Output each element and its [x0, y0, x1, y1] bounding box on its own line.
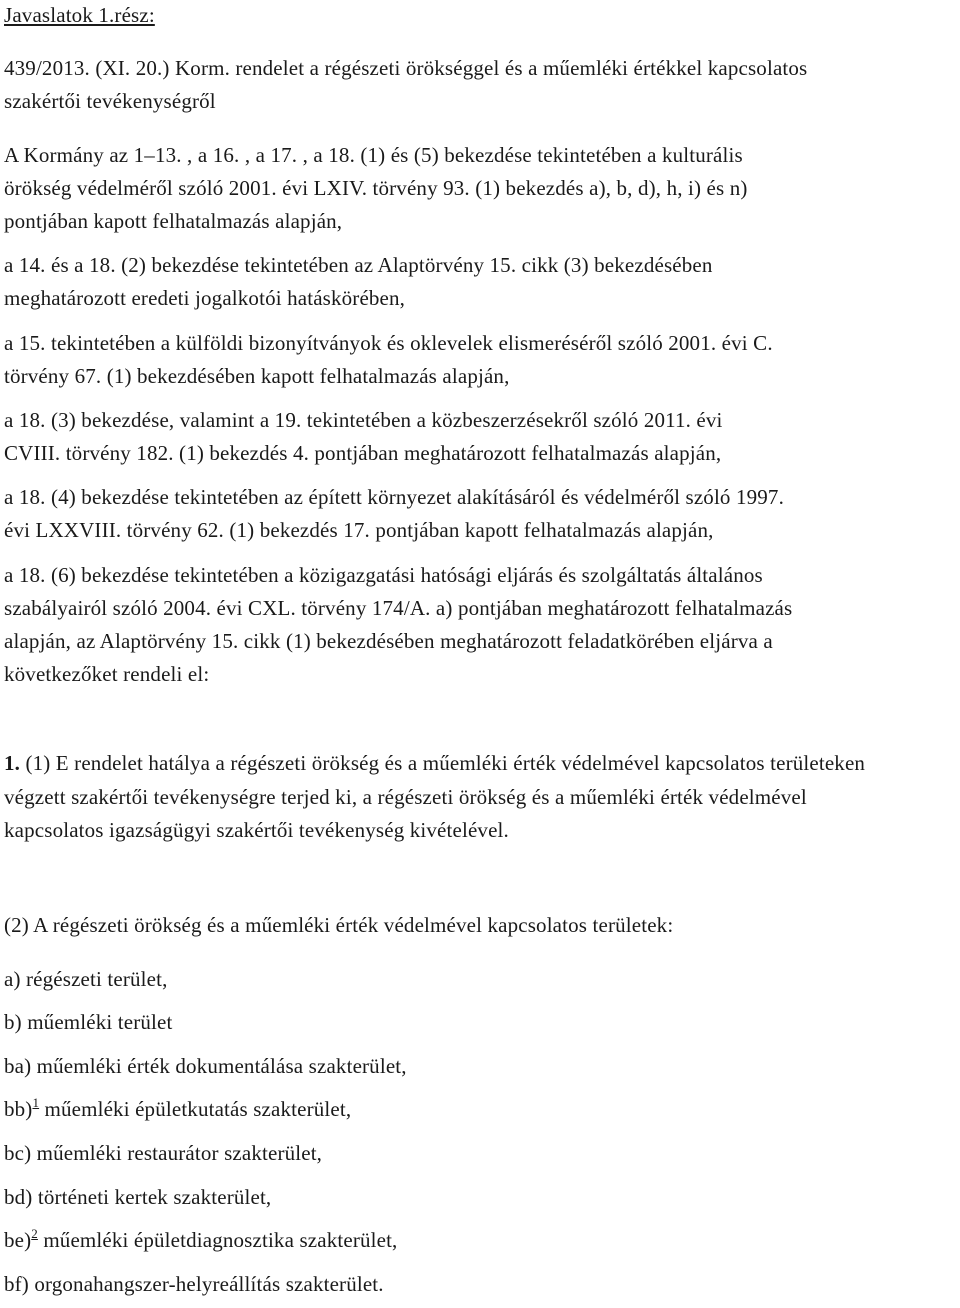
- section-2-heading: (2) A régészeti örökség és a műemléki érték védelmével kapcsolatos területek:: [4, 913, 674, 937]
- list-item-bf: bf) orgonahangszer-helyreállítás szakterület.: [4, 1272, 384, 1296]
- decree-title-line-1: 439/2013. (XI. 20.) Korm. rendelet a régészeti örökséggel és a műemléki értékkel kapcsolatos: [4, 56, 808, 80]
- preamble-line-14: alapján, az Alaptörvény 15. cikk (1) bekezdésében meghatározott feladatkörében eljárva a: [4, 629, 773, 653]
- preamble-line-13: szabályairól szóló 2004. évi CXL. törvény 174/A. a) pontjában meghatározott felhatalmazás: [4, 596, 793, 620]
- preamble-line-2: örökség védelméről szóló 2001. évi LXIV. törvény 93. (1) bekezdés a), b, d), h, i) és n): [4, 176, 748, 200]
- preamble-line-6: a 15. tekintetében a külföldi bizonyítványok és oklevelek elismeréséről szóló 2001. évi C.: [4, 331, 773, 355]
- list-item-be-prefix: be): [4, 1228, 32, 1252]
- preamble-line-4: a 14. és a 18. (2) bekezdése tekintetében az Alaptörvény 15. cikk (3) bekezdésében: [4, 253, 713, 277]
- preamble-line-8: a 18. (3) bekezdése, valamint a 19. tekintetében a közbeszerzésekről szóló 2011. évi: [4, 408, 723, 432]
- list-item-be: [4, 1227, 397, 1253]
- preamble-line-5: meghatározott eredeti jogalkotói hatáskörében,: [4, 286, 406, 310]
- list-item-be-text: műemléki épületdiagnosztika szakterület,: [37, 1228, 398, 1252]
- preamble-line-11: évi LXXVIII. törvény 62. (1) bekezdés 17. pontjában kapott felhatalmazás alapján,: [4, 518, 714, 542]
- footnote-link-2[interactable]: 2: [31, 1226, 38, 1241]
- preamble-line-7: törvény 67. (1) bekezdésében kapott felhatalmazás alapján,: [4, 364, 510, 388]
- decree-title-line-2: szakértői tevékenységről: [4, 89, 216, 113]
- list-item-a: a) régészeti terület,: [4, 967, 168, 991]
- list-item-bc: bc) műemléki restaurátor szakterület,: [4, 1141, 323, 1165]
- list-item-b: b) műemléki terület: [4, 1010, 173, 1034]
- preamble-line-10: a 18. (4) bekezdése tekintetében az épített környezet alakításáról és védelméről szóló 1997.: [4, 485, 784, 509]
- footnote-link-1[interactable]: 1: [32, 1095, 40, 1110]
- list-item-ba: ba) műemléki érték dokumentálása szakterület,: [4, 1054, 407, 1078]
- section-1-line-2: végzett szakértői tevékenységre terjed ki, a régészeti örökség és a műemléki érték védelmével: [4, 785, 807, 809]
- section-1-line-3: kapcsolatos igazságügyi szakértői tevékenység kivételével.: [4, 818, 509, 842]
- list-item-bb: [4, 1096, 351, 1122]
- list-item-bd: bd) történeti kertek szakterület,: [4, 1185, 272, 1209]
- preamble-line-3: pontjában kapott felhatalmazás alapján,: [4, 209, 343, 233]
- section-1-text: (1) E rendelet hatálya a régészeti örökség és a műemléki érték védelmével kapcsolatos területeken: [20, 751, 866, 775]
- list-item-bb-text: műemléki épületkutatás szakterület,: [39, 1097, 352, 1121]
- preamble-line-9: CVIII. törvény 182. (1) bekezdés 4. pontjában meghatározott felhatalmazás alapján,: [4, 441, 722, 465]
- preamble-line-15: következőket rendeli el:: [4, 662, 210, 686]
- document-title: Javaslatok 1.rész:: [4, 3, 155, 27]
- list-item-bb-prefix: bb): [4, 1097, 33, 1121]
- section-1-number: 1.: [4, 751, 21, 775]
- preamble-line-12: a 18. (6) bekezdése tekintetében a közigazgatási hatósági eljárás és szolgáltatás általános: [4, 563, 763, 587]
- preamble-line-1: A Kormány az 1–13. , a 16. , a 17. , a 18. (1) és (5) bekezdése tekintetében a kulturális: [4, 143, 743, 167]
- section-1-line-1: [4, 750, 865, 776]
